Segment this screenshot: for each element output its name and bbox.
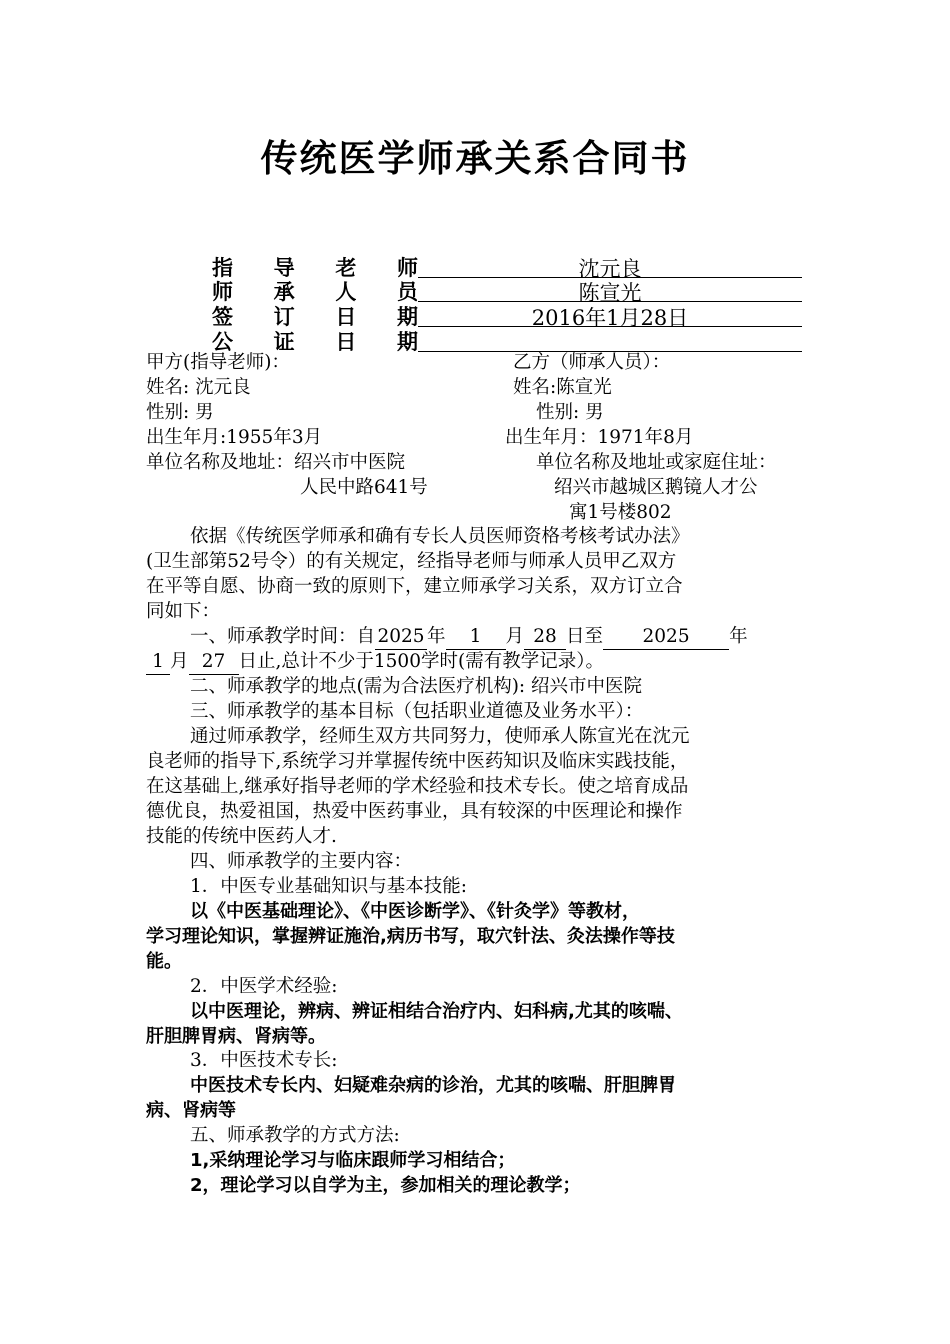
goal-line: 技能的传统中医药人才. [146,826,337,847]
start-month: 1 [446,625,506,650]
end-year: 2025 [603,625,729,650]
content-2-title: 2．中医学术经验: [190,976,338,997]
header-row-teacher [212,252,802,281]
goal-line: 德优良，热爱祖国，热爱中医药事业，具有较深的中医理论和操作 [146,801,683,822]
header-label: 指 导 老 师 [212,256,418,280]
party-a-unit: 单位名称及地址：绍兴市中医院 [146,452,406,473]
intro-line: (卫生部第52号令）的有关规定，经指导老师与师承人员甲乙双方 [146,551,677,572]
content-1-title: 1．中医专业基础知识与基本技能: [190,876,468,897]
content-1-line: 学习理论知识，掌握辨证施治,病历书写，取穴针法、灸法操作等技 [146,926,675,947]
goal-line: 在这基础上,继承好指导老师的学术经验和技术专长。使之培育成品 [146,776,689,797]
header-value: 2016年1月28日 [418,302,802,327]
intro-line: 同如下： [146,601,221,622]
header-label: 师 承 人 员 [212,280,418,304]
item-5-method-heading: 五、师承教学的方式方法: [190,1125,400,1146]
time-clause-cont: 1 月 27 日止,总计不少于1500学时(需有教学记录）。 [146,650,604,675]
content-3-line: 病、肾病等 [146,1100,236,1121]
header-row-notary-date [212,326,802,352]
party-a-gender: 性别: 男 [146,402,214,423]
start-year: 2025 [375,625,427,650]
header-label: 公 证 日 期 [212,330,418,354]
intro-line: 依据《传统医学师承和确有专长人员医师资格考核考试办法》 [190,526,690,547]
party-a-address: 人民中路641号 [300,477,428,498]
party-b-address-cont: 寓1号楼802 [569,502,672,523]
end-day: 27 [189,650,239,675]
party-a-heading: 甲方(指导老师)： [146,352,290,373]
party-b-birth: 出生年月：1971年8月 [505,427,694,448]
header-row-sign-date [212,301,802,330]
end-month: 1 [146,650,170,675]
content-3-title: 3．中医技术专长: [190,1050,338,1071]
item-4-content-heading: 四、师承教学的主要内容： [190,851,413,872]
party-b-address: 绍兴市越城区鹅镜人才公 [554,477,758,498]
content-2-line: 以中医理论，辨病、辨证相结合治疗内、妇科病,尤其的咳喘、 [190,1001,683,1022]
start-day: 28 [524,625,566,650]
goal-line: 通过师承教学，经师生双方共同努力，使师承人陈宣光在沈元 [190,726,690,747]
header-label: 签 订 日 期 [212,305,418,329]
header-value: 沈元良 [418,253,802,278]
content-1-line: 以《中医基础理论》、《中医诊断学》、《针灸学》等教材， [190,901,640,922]
goal-line: 良老师的指导下,系统学习并掌握传统中医药知识及临床实践技能， [146,751,689,772]
item-3-goal-heading: 三、师承教学的基本目标（包括职业道德及业务水平）： [190,701,644,722]
party-b-gender: 性别: 男 [536,402,604,423]
content-1-line: 能。 [146,951,182,972]
content-3-line: 中医技术专长内、妇疑难杂病的诊治，尤其的咳喘、肝胆脾胃 [190,1075,676,1096]
content-2-line: 肝胆脾胃病、肾病等。 [146,1026,326,1047]
time-clause: 一、师承教学时间：自 2025 年 1 月 28 日至 2025 年 [190,625,748,650]
document-title: 传统医学师承关系合同书 [260,137,690,180]
party-a-birth: 出生年月:1955年3月 [146,427,323,448]
header-value: 陈宣光 [418,277,802,302]
party-b-unit: 单位名称及地址或家庭住址： [536,452,777,473]
intro-line: 在平等自愿、协商一致的原则下，建立师承学习关系，双方订立合 [146,576,683,597]
header-row-apprentice [212,276,802,305]
party-a-name: 姓名: 沈元良 [146,377,251,398]
method-item: 1,采纳理论学习与临床跟师学习相结合； [190,1150,516,1171]
method-item: 2，理论学习以自学为主，参加相关的理论教学； [190,1175,581,1196]
party-b-name: 姓名:陈宣光 [513,377,612,398]
item-2-location: 二、师承教学的地点(需为合法医疗机构): 绍兴市中医院 [190,676,643,697]
header-value [418,327,802,352]
party-b-heading: 乙方（师承人员）： [513,352,671,373]
